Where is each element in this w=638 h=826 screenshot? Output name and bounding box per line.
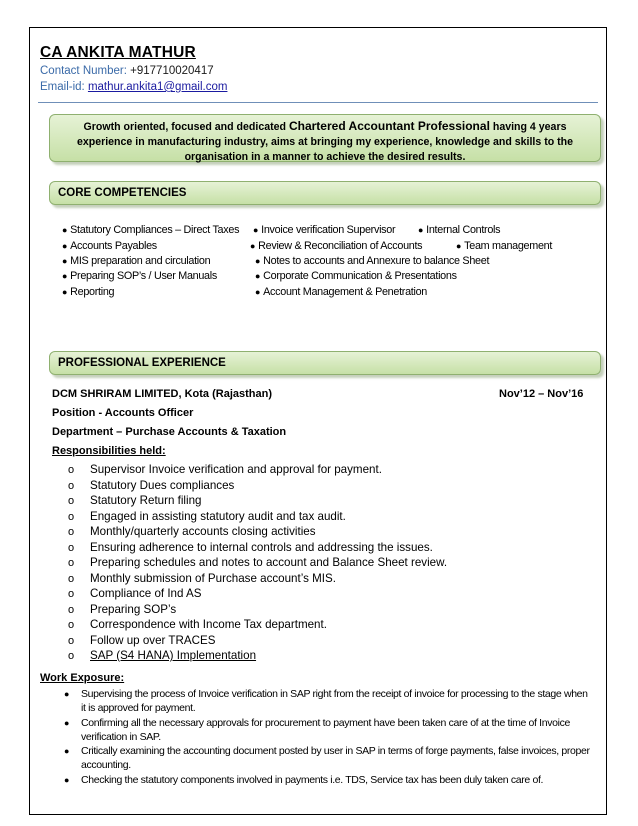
summary-part3: having 4 years experience in manufacturing industry, aims at bringing my experience, knowledge and skills to the organisation in a manner to achieve the desired results.	[76, 121, 574, 163]
circle-bullet-icon: o	[68, 557, 75, 569]
list-item: o Correspondence with Income Tax department.	[68, 617, 447, 633]
summary-part2: Chartered Accountant Professional	[288, 119, 490, 133]
bullet-icon: ●	[62, 256, 68, 266]
position-title: Position - Accounts Officer	[52, 407, 194, 419]
circle-bullet-icon: o	[68, 603, 75, 616]
bullet-icon: ●	[418, 225, 424, 235]
list-item: ● Supervising the process of Invoice verification in SAP right from the receipt of invoice for processing to the stage when it is approved for payment.	[64, 688, 588, 715]
email-link[interactable]: mathur.ankita1@gmail.com	[87, 81, 228, 93]
list-item: o Ensuring adherence to internal controls and addressing the issues.	[68, 540, 447, 556]
circle-bullet-icon: o	[68, 572, 75, 585]
list-item: ● Confirming all the necessary approvals for procurement to payment have been taken care of at the time of Invoice verification in SAP.	[64, 716, 571, 743]
email-line	[40, 81, 227, 93]
circle-bullet-icon: o	[68, 526, 75, 538]
list-item: o Preparing schedules and notes to account and Balance Sheet review.	[68, 555, 447, 571]
circle-bullet-icon: o	[68, 479, 75, 492]
summary-part1: Growth oriented, focused and dedicated	[83, 121, 289, 133]
competency-item: ● Invoice verification Supervisor	[253, 224, 396, 236]
department: Department – Purchase Accounts & Taxation	[52, 426, 287, 438]
competency-item: ● MIS preparation and circulation	[62, 255, 211, 267]
bullet-icon: ●	[255, 256, 261, 266]
list-item: o Engaged in assisting statutory audit and tax audit.	[68, 509, 447, 525]
list-item: ● Critically examining the accounting document posted by user in SAP in terms of forge payments, false invoices, proper accounting.	[64, 745, 590, 772]
bullet-icon: ●	[62, 225, 68, 235]
circle-bullet-icon: o	[68, 619, 75, 631]
header-divider	[38, 102, 598, 103]
list-item: o Statutory Return filing	[68, 493, 447, 509]
work-exposure-list	[64, 687, 594, 787]
competency-item: ● Account Management & Penetration	[255, 286, 427, 298]
competency-item: ● Internal Controls	[418, 224, 501, 236]
circle-bullet-icon: o	[68, 588, 75, 600]
list-item: o Supervisor Invoice verification and approval for payment.	[68, 462, 447, 478]
bullet-icon: ●	[62, 271, 68, 281]
contact-number	[40, 65, 214, 77]
competency-item: ● Accounts Payables	[62, 240, 157, 252]
bullet-icon: ●	[62, 241, 68, 251]
employment-period: Nov’12 – Nov’16	[499, 388, 584, 400]
list-item: o Compliance of Ind AS	[68, 586, 447, 602]
responsibilities-list	[68, 462, 447, 664]
competency-item: ● Notes to accounts and Annexure to balance Sheet	[255, 255, 490, 267]
circle-bullet-icon: o	[68, 495, 75, 507]
competency-item: ● Reporting	[62, 286, 115, 298]
circle-bullet-icon: o	[68, 650, 75, 662]
circle-bullet-icon: o	[68, 541, 75, 554]
circle-bullet-icon: o	[68, 510, 75, 523]
bullet-icon: ●	[255, 287, 261, 297]
company-name: DCM SHRIRAM LIMITED, Kota (Rajasthan)	[52, 388, 272, 400]
list-item: o Follow up over TRACES	[68, 633, 447, 649]
email-label: Email-id:	[40, 81, 85, 93]
professional-experience-heading: PROFESSIONAL EXPERIENCE	[49, 351, 601, 375]
bullet-icon: ●	[64, 689, 70, 699]
bullet-icon: ●	[64, 774, 70, 785]
candidate-name: CA ANKITA MATHUR	[40, 44, 196, 61]
competency-item: ● Preparing SOP’s / User Manuals	[62, 270, 217, 282]
bullet-icon: ●	[62, 287, 68, 297]
bullet-icon: ●	[64, 746, 70, 757]
bullet-icon: ●	[253, 225, 259, 235]
list-item: ● Checking the statutory components involved in payments i.e. TDS, Service tax has been duly taken care of.	[64, 773, 544, 786]
list-item: o Preparing SOP’s	[68, 602, 447, 618]
competency-item: ● Corporate Communication & Presentations	[255, 270, 457, 282]
bullet-icon: ●	[64, 717, 70, 728]
competency-item: ● Statutory Compliances – Direct Taxes	[62, 224, 240, 236]
bullet-icon: ●	[255, 271, 261, 281]
list-item: o Monthly submission of Purchase account’s MIS.	[68, 571, 447, 587]
competency-item: ● Team management	[456, 240, 553, 252]
list-item: o SAP (S4 HANA) Implementation	[68, 648, 447, 664]
bullet-icon: ●	[250, 241, 256, 251]
profile-summary	[49, 114, 601, 162]
contact-label: Contact Number:	[40, 65, 127, 77]
bullet-icon: ●	[456, 241, 462, 251]
list-item: o Monthly/quarterly accounts closing activities	[68, 524, 447, 540]
circle-bullet-icon: o	[68, 464, 75, 476]
competency-item: ● Review & Reconciliation of Accounts	[250, 240, 423, 252]
contact-value: +917710020417	[130, 65, 214, 77]
responsibilities-heading: Responsibilities held:	[52, 445, 166, 457]
core-competencies-heading: CORE COMPETENCIES	[49, 181, 601, 205]
work-exposure-heading: Work Exposure:	[40, 672, 125, 684]
list-item: o Statutory Dues compliances	[68, 478, 447, 494]
circle-bullet-icon: o	[68, 634, 75, 647]
